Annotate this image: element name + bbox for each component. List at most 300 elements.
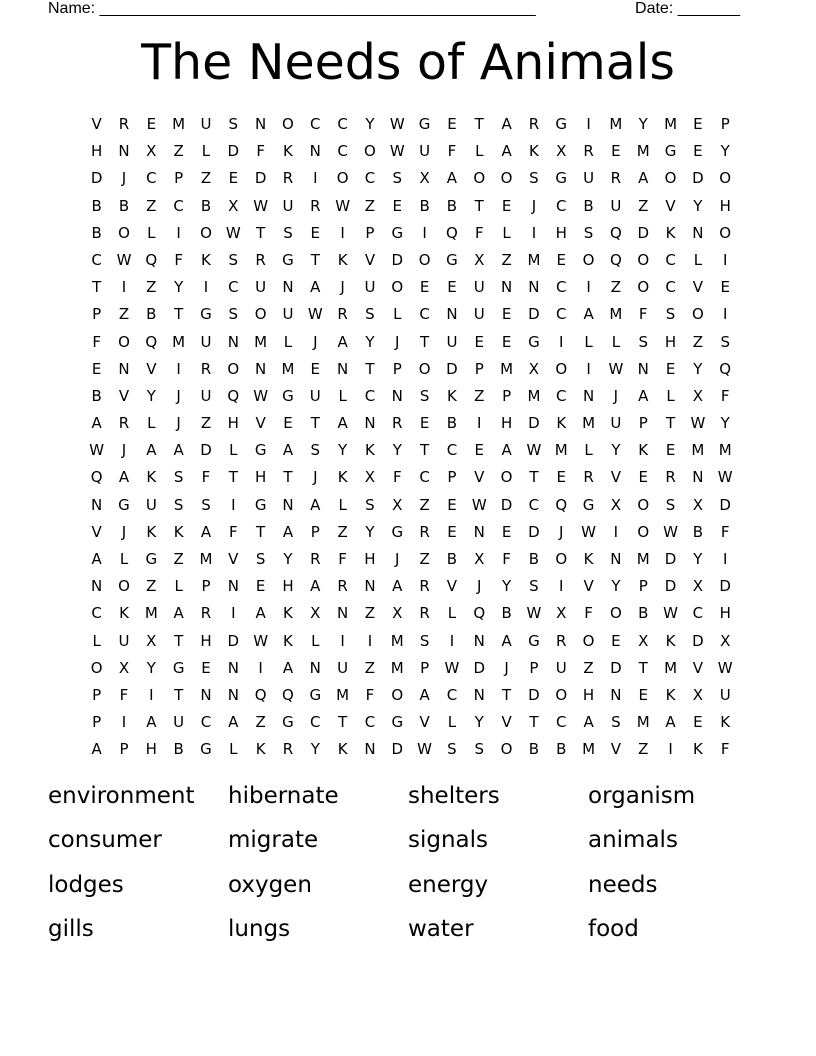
- grid-letter: M: [172, 332, 186, 351]
- grid-letter: R: [583, 468, 594, 487]
- grid-letter: U: [583, 169, 595, 188]
- grid-letter: U: [200, 115, 212, 133]
- grid-letter: B: [638, 604, 649, 623]
- grid-letter: C: [446, 441, 458, 460]
- grid-letter: S: [283, 223, 293, 242]
- grid-letter: V: [583, 577, 594, 596]
- grid-row: [83, 329, 739, 356]
- grid-letter: R: [118, 414, 130, 433]
- grid-letter: V: [146, 359, 157, 378]
- grid-letter: F: [174, 250, 183, 269]
- grid-letter: A: [638, 169, 649, 188]
- grid-letter: N: [473, 631, 485, 650]
- grid-letter: Q: [145, 250, 158, 269]
- grid-letter: W: [253, 631, 269, 650]
- grid-letter: T: [92, 278, 102, 297]
- grid-letter: I: [121, 278, 127, 297]
- grid-letter: H: [719, 604, 731, 623]
- grid-row: [83, 492, 739, 519]
- grid-letter: I: [258, 658, 263, 677]
- grid-letter: F: [502, 550, 511, 568]
- grid-letter: B: [91, 386, 102, 405]
- grid-letter: W: [471, 495, 487, 514]
- grid-letter: S: [665, 495, 676, 514]
- grid-letter: E: [392, 196, 403, 215]
- grid-letter: I: [722, 550, 728, 568]
- grid-letter: L: [584, 332, 593, 351]
- grid-letter: B: [419, 196, 430, 215]
- grid-letter: D: [637, 223, 649, 242]
- grid-letter: E: [501, 196, 512, 215]
- grid-letter: L: [447, 604, 457, 623]
- grid-letter: I: [586, 359, 591, 378]
- grid-letter: C: [556, 305, 567, 324]
- grid-letter: P: [720, 115, 730, 133]
- grid-letter: M: [691, 441, 705, 460]
- grid-letter: L: [174, 577, 183, 596]
- grid-letter: N: [337, 604, 349, 623]
- grid-letter: N: [528, 278, 540, 297]
- grid-letter: U: [282, 305, 294, 324]
- grid-letter: K: [365, 441, 375, 460]
- grid-letter: A: [310, 577, 321, 596]
- grid-letter: U: [610, 414, 622, 433]
- grid-letter: X: [528, 359, 540, 378]
- grid-letter: N: [282, 495, 294, 514]
- grid-letter: U: [200, 386, 212, 405]
- grid-letter: V: [91, 522, 102, 541]
- grid-letter: Z: [200, 414, 212, 433]
- grid-letter: G: [555, 115, 568, 133]
- grid-letter: Y: [310, 740, 320, 759]
- grid-letter: V: [255, 414, 266, 433]
- grid-letter: X: [392, 495, 403, 514]
- grid-letter: W: [389, 142, 405, 161]
- grid-row: [83, 165, 739, 192]
- grid-letter: K: [255, 740, 266, 759]
- grid-letter: K: [583, 550, 594, 568]
- grid-letter: D: [719, 495, 731, 514]
- grid-letter: D: [391, 250, 404, 269]
- grid-row: [83, 655, 739, 682]
- word-item: oxygen: [228, 871, 312, 898]
- grid-letter: G: [282, 386, 294, 405]
- grid-letter: N: [692, 223, 704, 242]
- grid-letter: Y: [174, 278, 184, 297]
- grid-letter: I: [231, 495, 236, 514]
- grid-letter: D: [473, 658, 486, 677]
- grid-letter: O: [555, 550, 568, 568]
- grid-letter: L: [229, 441, 238, 460]
- grid-letter: U: [473, 278, 485, 297]
- grid-letter: U: [473, 305, 485, 324]
- grid-letter: W: [581, 522, 596, 541]
- grid-letter: J: [559, 522, 564, 541]
- grid-letter: R: [419, 604, 430, 623]
- grid-letter: S: [392, 169, 403, 188]
- grid-letter: D: [90, 169, 103, 188]
- grid-letter: E: [556, 250, 566, 269]
- grid-letter: R: [583, 142, 594, 161]
- grid-letter: M: [527, 250, 541, 269]
- grid-letter: D: [719, 577, 731, 596]
- grid-letter: N: [227, 685, 239, 704]
- grid-letter: E: [665, 441, 676, 460]
- grid-letter: H: [282, 577, 294, 596]
- grid-letter: Q: [609, 223, 622, 242]
- grid-letter: F: [92, 332, 101, 351]
- grid-letter: N: [637, 359, 649, 378]
- grid-letter: T: [256, 223, 266, 242]
- grid-letter: K: [283, 604, 293, 623]
- grid-letter: T: [365, 359, 375, 378]
- grid-letter: H: [664, 332, 677, 351]
- grid-letter: I: [121, 713, 127, 732]
- grid-letter: D: [664, 577, 677, 596]
- grid-letter: N: [364, 740, 376, 759]
- grid-letter: H: [91, 142, 103, 161]
- grid-letter: Q: [555, 495, 568, 514]
- grid-letter: G: [528, 332, 540, 351]
- grid-letter: B: [583, 196, 594, 215]
- grid-letter: C: [337, 115, 348, 133]
- grid-letter: P: [201, 577, 211, 596]
- grid-letter: A: [501, 631, 512, 650]
- grid-letter: S: [474, 740, 485, 759]
- grid-letter: E: [146, 115, 157, 133]
- grid-letter: G: [200, 740, 212, 759]
- grid-letter: X: [692, 577, 704, 596]
- grid-letter: H: [364, 550, 376, 568]
- grid-row: [83, 356, 739, 383]
- grid-letter: N: [255, 115, 267, 133]
- grid-letter: O: [719, 223, 732, 242]
- grid-letter: F: [338, 550, 347, 568]
- grid-letter: L: [92, 631, 101, 650]
- grid-letter: G: [664, 142, 677, 161]
- grid-letter: A: [146, 713, 157, 732]
- grid-letter: O: [637, 278, 650, 297]
- grid-letter: S: [173, 495, 184, 514]
- grid-letter: W: [526, 441, 542, 460]
- grid-letter: G: [254, 441, 267, 460]
- grid-letter: E: [91, 359, 102, 378]
- grid-letter: R: [200, 604, 212, 623]
- grid-letter: Z: [200, 169, 212, 188]
- grid-letter: O: [364, 142, 376, 161]
- grid-row: [83, 682, 739, 709]
- grid-letter: N: [692, 468, 704, 487]
- grid-letter: X: [638, 631, 649, 650]
- grid-letter: M: [582, 414, 596, 433]
- grid-letter: K: [665, 685, 676, 704]
- grid-letter: Q: [473, 604, 486, 623]
- grid-letter: Y: [720, 414, 730, 433]
- grid-letter: W: [526, 604, 542, 623]
- grid-letter: I: [149, 685, 154, 704]
- grid-letter: O: [664, 169, 677, 188]
- grid-letter: Y: [720, 142, 730, 161]
- word-row: [48, 778, 768, 822]
- grid-letter: A: [501, 441, 512, 460]
- grid-letter: T: [529, 713, 539, 732]
- grid-letter: G: [200, 305, 212, 324]
- grid-letter: P: [392, 359, 402, 378]
- grid-letter: H: [227, 414, 239, 433]
- grid-letter: Z: [146, 577, 157, 596]
- grid-letter: F: [365, 685, 375, 704]
- grid-letter: I: [340, 223, 345, 242]
- grid-letter: O: [719, 169, 732, 188]
- word-row: [48, 911, 768, 955]
- word-list: [48, 778, 768, 955]
- grid-letter: C: [556, 713, 567, 732]
- grid-letter: A: [337, 414, 348, 433]
- grid-letter: I: [422, 223, 427, 242]
- grid-letter: T: [174, 685, 184, 704]
- grid-letter: Z: [173, 142, 184, 161]
- grid-letter: V: [91, 115, 102, 133]
- grid-letter: U: [309, 386, 321, 405]
- grid-letter: C: [228, 278, 239, 297]
- grid-letter: N: [364, 414, 376, 433]
- grid-letter: R: [556, 631, 567, 650]
- grid-letter: L: [119, 550, 129, 568]
- grid-letter: W: [690, 414, 706, 433]
- grid-letter: C: [419, 305, 430, 324]
- grid-letter: K: [665, 631, 676, 650]
- letter-grid: [83, 111, 739, 764]
- grid-letter: T: [338, 713, 348, 732]
- grid-letter: J: [395, 332, 400, 351]
- grid-letter: Z: [501, 250, 512, 269]
- grid-letter: M: [336, 685, 350, 704]
- grid-letter: Q: [609, 250, 622, 269]
- grid-letter: R: [610, 169, 622, 188]
- grid-letter: K: [337, 468, 348, 487]
- grid-letter: Z: [692, 332, 704, 351]
- grid-letter: A: [228, 713, 239, 732]
- grid-letter: M: [664, 658, 678, 677]
- page-title: The Needs of Animals: [141, 34, 675, 91]
- grid-letter: M: [390, 631, 404, 650]
- grid-letter: Z: [638, 740, 649, 759]
- grid-letter: N: [91, 577, 103, 596]
- grid-letter: V: [610, 740, 622, 759]
- grid-letter: T: [310, 414, 320, 433]
- grid-letter: J: [121, 441, 127, 460]
- grid-letter: Y: [693, 550, 703, 568]
- grid-letter: W: [253, 196, 269, 215]
- grid-letter: F: [720, 386, 730, 405]
- grid-letter: E: [447, 495, 457, 514]
- grid-letter: H: [500, 414, 513, 433]
- grid-row: [83, 546, 739, 573]
- grid-letter: X: [146, 142, 157, 161]
- grid-letter: O: [254, 305, 267, 324]
- grid-letter: C: [556, 386, 567, 405]
- grid-letter: O: [500, 169, 513, 188]
- grid-letter: G: [282, 713, 294, 732]
- word-item: lungs: [228, 915, 291, 942]
- grid-letter: E: [638, 468, 648, 487]
- grid-letter: N: [227, 332, 239, 351]
- grid-letter: F: [584, 604, 593, 623]
- grid-letter: U: [145, 495, 157, 514]
- grid-letter: O: [691, 305, 704, 324]
- grid-letter: K: [447, 386, 457, 405]
- grid-letter: C: [364, 169, 376, 188]
- grid-letter: R: [282, 740, 294, 759]
- grid-row: [83, 138, 739, 165]
- grid-letter: A: [91, 414, 102, 433]
- grid-letter: D: [692, 169, 704, 188]
- grid-letter: I: [586, 115, 591, 133]
- grid-letter: E: [228, 169, 239, 188]
- grid-letter: Q: [90, 468, 103, 487]
- grid-letter: T: [665, 414, 676, 433]
- grid-letter: M: [390, 658, 404, 677]
- grid-letter: F: [392, 468, 402, 487]
- grid-letter: U: [446, 332, 458, 351]
- word-item: environment: [48, 783, 195, 809]
- grid-letter: X: [310, 604, 321, 623]
- grid-letter: F: [638, 305, 648, 324]
- grid-letter: O: [555, 685, 568, 704]
- grid-letter: C: [665, 278, 676, 297]
- grid-letter: E: [611, 631, 621, 650]
- grid-letter: X: [692, 386, 704, 405]
- grid-letter: E: [665, 359, 676, 378]
- grid-letter: Z: [364, 658, 376, 677]
- grid-letter: Y: [365, 522, 375, 541]
- grid-letter: K: [556, 414, 567, 433]
- grid-letter: Z: [146, 278, 157, 297]
- grid-letter: U: [419, 142, 431, 161]
- grid-letter: B: [173, 740, 184, 759]
- grid-letter: E: [310, 359, 321, 378]
- header: [48, 0, 740, 20]
- grid-letter: X: [146, 631, 157, 650]
- grid-letter: L: [393, 305, 402, 324]
- grid-letter: R: [337, 577, 348, 596]
- grid-letter: F: [720, 522, 730, 541]
- grid-letter: O: [609, 604, 622, 623]
- grid-letter: N: [610, 685, 622, 704]
- grid-letter: M: [636, 713, 650, 732]
- grid-letter: L: [147, 223, 156, 242]
- grid-letter: Y: [338, 441, 348, 460]
- word-item: migrate: [228, 827, 319, 854]
- grid-letter: O: [473, 169, 486, 188]
- grid-letter: B: [501, 604, 512, 623]
- grid-letter: S: [665, 305, 676, 324]
- grid-letter: M: [582, 740, 596, 759]
- grid-letter: P: [92, 305, 102, 324]
- grid-letter: I: [668, 740, 673, 759]
- grid-letter: N: [227, 577, 239, 596]
- grid-letter: A: [665, 713, 676, 732]
- grid-letter: N: [91, 495, 103, 514]
- grid-letter: N: [473, 522, 485, 541]
- grid-letter: C: [446, 685, 458, 704]
- grid-letter: X: [228, 196, 239, 215]
- grid-letter: N: [582, 386, 595, 405]
- grid-letter: F: [447, 142, 457, 161]
- grid-letter: T: [529, 468, 539, 487]
- grid-letter: L: [229, 740, 238, 759]
- grid-letter: O: [582, 631, 595, 650]
- grid-letter: V: [610, 468, 622, 487]
- grid-letter: Q: [145, 332, 158, 351]
- grid-letter: X: [610, 495, 622, 514]
- grid-letter: Y: [146, 658, 156, 677]
- grid-letter: H: [254, 468, 267, 487]
- grid-letter: Y: [365, 115, 375, 133]
- grid-letter: E: [447, 278, 457, 297]
- grid-letter: M: [527, 386, 541, 405]
- grid-letter: I: [477, 414, 482, 433]
- grid-letter: M: [172, 115, 186, 133]
- grid-letter: G: [172, 658, 185, 677]
- grid-letter: Z: [173, 550, 184, 568]
- grid-letter: B: [446, 414, 458, 433]
- grid-letter: C: [665, 250, 676, 269]
- grid-letter: O: [282, 115, 294, 133]
- grid-letter: F: [119, 685, 129, 704]
- grid-row: [83, 600, 739, 627]
- grid-letter: P: [119, 740, 129, 759]
- grid-letter: S: [419, 386, 430, 405]
- grid-letter: S: [228, 305, 239, 324]
- grid-letter: M: [636, 550, 650, 568]
- word-row: [48, 822, 768, 866]
- grid-letter: D: [254, 169, 267, 188]
- grid-letter: I: [176, 223, 181, 242]
- grid-letter: A: [583, 305, 594, 324]
- grid-letter: W: [717, 468, 733, 487]
- grid-letter: J: [313, 468, 318, 487]
- grid-letter: I: [722, 250, 728, 269]
- grid-letter: N: [391, 386, 403, 405]
- grid-letter: U: [255, 278, 267, 297]
- grid-letter: A: [501, 115, 512, 133]
- grid-letter: W: [717, 658, 733, 677]
- grid-letter: P: [447, 468, 457, 487]
- grid-letter: O: [118, 577, 130, 596]
- grid-letter: A: [337, 332, 348, 351]
- grid-letter: S: [365, 495, 375, 514]
- grid-letter: E: [447, 522, 457, 541]
- grid-letter: X: [556, 142, 567, 161]
- grid-letter: A: [638, 386, 649, 405]
- grid-letter: X: [419, 169, 430, 188]
- grid-letter: M: [664, 115, 678, 133]
- grid-letter: C: [310, 115, 321, 133]
- grid-letter: S: [529, 577, 539, 596]
- grid-letter: S: [228, 115, 239, 133]
- grid-letter: M: [144, 604, 158, 623]
- grid-letter: U: [555, 658, 567, 677]
- grid-letter: C: [173, 196, 184, 215]
- grid-letter: Z: [474, 386, 485, 405]
- grid-letter: E: [556, 468, 566, 487]
- word-item: signals: [408, 827, 489, 854]
- grid-letter: W: [225, 223, 241, 242]
- grid-letter: T: [420, 332, 430, 351]
- grid-letter: A: [501, 142, 512, 161]
- grid-letter: C: [528, 495, 540, 514]
